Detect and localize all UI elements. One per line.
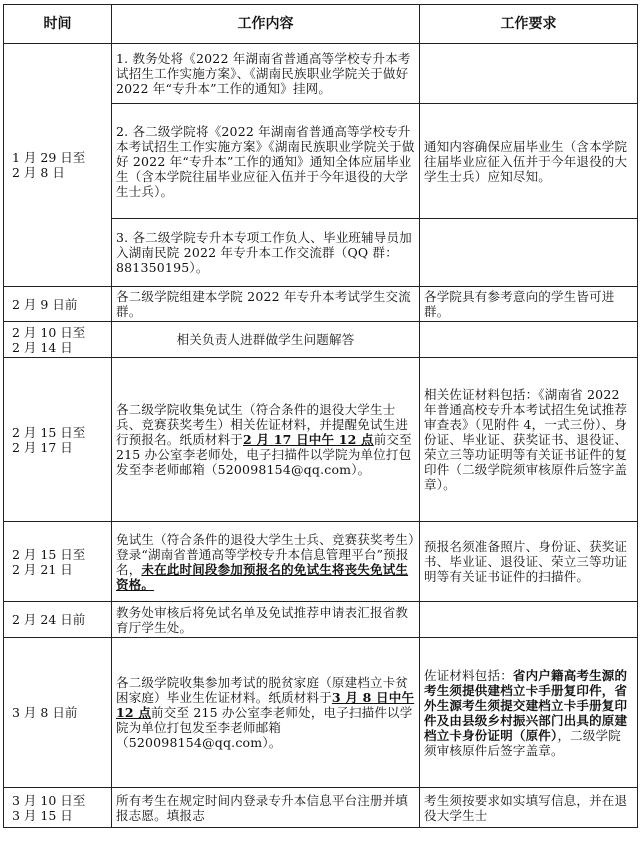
- table-row: [4, 522, 638, 602]
- time-cell: 2 月 10 日至 2 月 14 日: [4, 322, 112, 358]
- table-row: [4, 788, 638, 828]
- table-row: [4, 602, 638, 638]
- requirement-cell: [420, 44, 638, 104]
- content-cell: 所有考生在规定时间内登录专升本信息平台注册并填报志愿。填报志: [112, 788, 420, 828]
- requirement-cell: 相关佐证材料包括：《湖南省 2022 年普通高校专升本考试招生免试推荐审查表》（见附件 4，一式三份）、身份证、毕业证、获奖证书、退役证、荣立三等功证明等有关证书证件的复印件（二级学院须审核原件后签字盖章）。: [420, 358, 638, 522]
- content-cell: 各二级学院收集参加考试的脱贫家庭（原建档立卡贫困家庭）毕业生佐证材料。纸质材料于3 月 8 日中午 12 点前交至 215 办公室李老师处，电子扫描件以学院为单位打包发至李老师邮箱（520098154@qq.com）。: [112, 638, 420, 788]
- warning-text: 未在此时间段参加预报名的免试生将丧失免试生资格。: [116, 561, 409, 592]
- content-cell: 相关负责人进群做学生问题解答: [112, 322, 420, 358]
- requirement-cell: 预报名须准备照片、身份证、获奖证书、毕业证、退役证、荣立三等功证明等有关证书证件的扫描件。: [420, 522, 638, 602]
- requirement-cell: 考生须按要求如实填写信息，并在退役大学生士: [420, 788, 638, 828]
- requirement-cell: 各学院具有参考意向的学生皆可进群。: [420, 287, 638, 322]
- time-cell: 1 月 29 日至 2 月 8 日: [4, 44, 112, 287]
- content-cell: 1. 教务处将《2022 年湖南省普通高等学校专升本考试招生工作实施方案》、《湖南民族职业学院关于做好 2022 年“专升本”工作的通知》挂网。: [112, 44, 420, 104]
- time-cell: 3 月 8 日前: [4, 638, 112, 788]
- content-cell: 免试生（符合条件的退役大学生士兵、竞赛获奖考生）登录“湖南省普通高等学校专升本信息管理平台”预报名，未在此时间段参加预报名的免试生将丧失免试生资格。: [112, 522, 420, 602]
- table-row: [4, 322, 638, 358]
- content-cell: 教务处审核后将免试名单及免试推荐申请表汇报省教育厅学生处。: [112, 602, 420, 638]
- table-header-row: [4, 5, 638, 44]
- table-row: [4, 44, 638, 104]
- deadline-text: 2 月 17 日中午 12 点: [243, 432, 374, 447]
- header-content: 工作内容: [112, 5, 420, 44]
- requirement-cell: [420, 219, 638, 287]
- deadline-text: 3 月 8 日中午 12 点: [116, 690, 415, 720]
- required-docs-text: 省内户籍高考生源的考生须提供建档立卡手册复印件，省外生源考生须提交建档立卡手册复印件及由县级乡村振兴部门出具的原建档立卡身份证明（原件）: [424, 667, 628, 743]
- time-cell: 2 月 15 日至 2 月 21 日: [4, 522, 112, 602]
- requirement-cell: 佐证材料包括：省内户籍高考生源的考生须提供建档立卡手册复印件，省外生源考生须提交建档立卡手册复印件及由县级乡村振兴部门出具的原建档立卡身份证明（原件），二级学院须审核原件后签字盖章。: [420, 638, 638, 788]
- schedule-table: [3, 4, 638, 828]
- time-cell: 2 月 24 日前: [4, 602, 112, 638]
- header-time: 时间: [4, 5, 112, 44]
- requirement-cell: 通知内容确保应届毕业生（含本学院往届毕业应征入伍并于今年退役的大学生士兵）应知尽知。: [420, 104, 638, 219]
- time-cell: 3 月 10 日至 3 月 15 日: [4, 788, 112, 828]
- content-cell: 各二级学院收集免试生（符合条件的退役大学生士兵、竞赛获奖考生）相关佐证材料，并提醒免试生进行预报名。纸质材料于2 月 17 日中午 12 点前交至 215 办公室李老师处，电子扫描件以学院为单位打包发至李老师邮箱（520098154@qq.com）。: [112, 358, 420, 522]
- header-requirement: 工作要求: [420, 5, 638, 44]
- requirement-cell: [420, 602, 638, 638]
- table-row: [4, 287, 638, 322]
- time-cell: 2 月 9 日前: [4, 287, 112, 322]
- table-row: [4, 638, 638, 788]
- requirement-cell: [420, 322, 638, 358]
- content-cell: 3. 各二级学院专升本专项工作负人、毕业班辅导员加入湖南民院 2022 年专升本工作交流群（QQ 群：881350195）。: [112, 219, 420, 287]
- content-cell: 2. 各二级学院将《2022 年湖南省普通高等学校专升本考试招生工作实施方案》《湖南民族职业学院关于做好 2022 年“专升本”工作的通知》通知全体应届毕业生（含本学院往届毕业应征入伍并于今年退役的大学生士兵）。: [112, 104, 420, 219]
- table-row: [4, 358, 638, 522]
- time-cell: 2 月 15 日至 2 月 17 日: [4, 358, 112, 522]
- content-cell: 各二级学院组建本学院 2022 年专升本考试学生交流群。: [112, 287, 420, 322]
